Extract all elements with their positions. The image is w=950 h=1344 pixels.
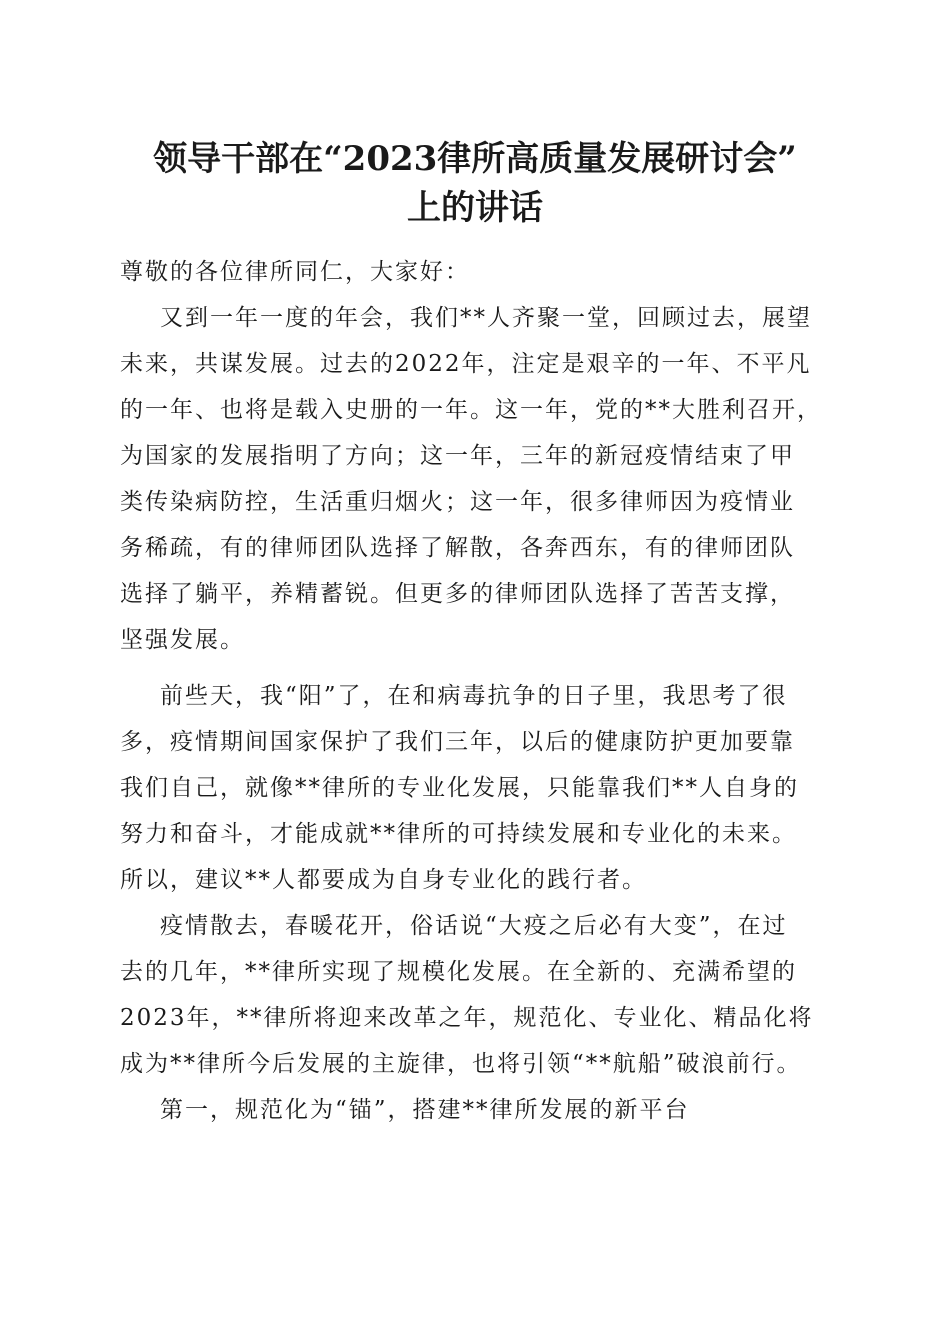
paragraph-3-line-4: 成为**律所今后发展的主旋律，也将引领“**航船”破浪前行。 <box>120 1051 802 1077</box>
document-title-line-1: 领导干部在“2023律所高质量发展研讨会” <box>153 139 797 179</box>
paragraph-1-line-3: 的一年、也将是载入史册的一年。这一年，党的**大胜利召开， <box>120 397 822 423</box>
paragraph-3-line-3: 2023年，**律所将迎来改革之年，规范化、专业化、精品化将 <box>120 1005 814 1031</box>
paragraph-3-line-2: 去的几年，**律所实现了规模化发展。在全新的、充满希望的 <box>120 959 797 985</box>
document-title-line-2: 上的讲话 <box>407 188 543 228</box>
paragraph-1-line-1: 又到一年一度的年会，我们**人齐聚一堂，回顾过去，展望 <box>160 305 812 331</box>
paragraph-1-line-7: 选择了躺平，养精蓄锐。但更多的律师团队选择了苦苦支撑， <box>120 581 795 607</box>
paragraph-2-line-5: 所以，建议**人都要成为自身专业化的践行者。 <box>120 867 647 893</box>
paragraph-1-line-4: 为国家的发展指明了方向；这一年，三年的新冠疫情结束了甲 <box>120 443 795 469</box>
salutation: 尊敬的各位律所同仁，大家好： <box>120 259 470 285</box>
paragraph-1-line-6: 务稀疏，有的律师团队选择了解散，各奔西东，有的律师团队 <box>120 535 795 561</box>
paragraph-2-line-2: 多，疫情期间国家保护了我们三年，以后的健康防护更加要靠 <box>120 729 795 755</box>
paragraph-1-line-5: 类传染病防控，生活重归烟火；这一年，很多律师因为疫情业 <box>120 489 795 515</box>
paragraph-2-line-3: 我们自己，就像**律所的专业化发展，只能靠我们**人自身的 <box>120 775 799 801</box>
section-heading-1: 第一，规范化为“锚”，搭建**律所发展的新平台 <box>160 1097 690 1123</box>
paragraph-2-line-1: 前些天，我“阳”了，在和病毒抗争的日子里，我思考了很 <box>160 683 788 709</box>
paragraph-2-line-4: 努力和奋斗，才能成就**律所的可持续发展和专业化的未来。 <box>120 821 797 847</box>
paragraph-1-line-8: 坚强发展。 <box>120 627 245 653</box>
paragraph-3-line-1: 疫情散去，春暖花开，俗话说“大疫之后必有大变”，在过 <box>160 913 788 939</box>
paragraph-1-line-2: 未来，共谋发展。过去的2022年，注定是艰辛的一年、不平凡 <box>120 351 812 377</box>
